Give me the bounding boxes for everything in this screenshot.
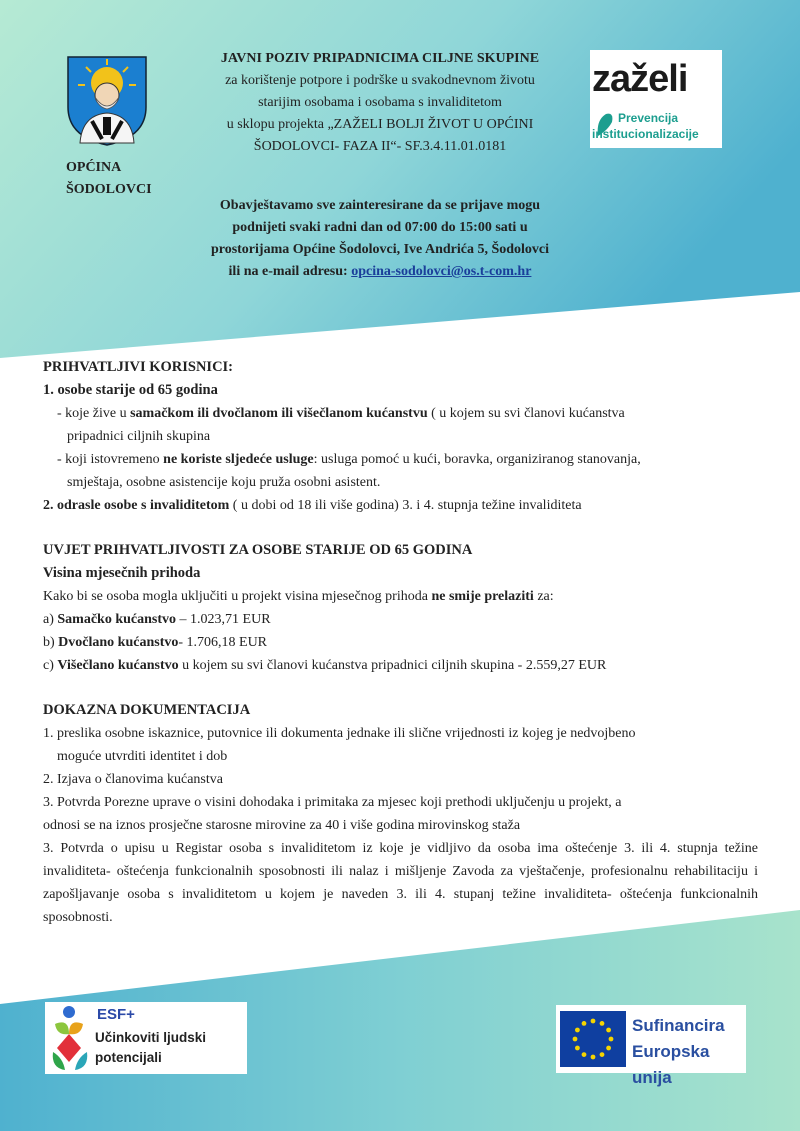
- zazeli-sub-line-2: institucionalizacije: [592, 127, 699, 141]
- text: - koje žive u: [57, 406, 131, 421]
- eu-star: [591, 1055, 596, 1060]
- header-line-4: ŠODOLOVCI- FAZA II“- SF.3.4.11.01.0181: [253, 139, 507, 154]
- eu-line-1: Sufinancira: [632, 1016, 725, 1035]
- text: c): [43, 658, 58, 673]
- text-bold: Višečlano kućanstvo: [57, 658, 179, 673]
- eligible-item-1: 1. osobe starije od 65 godina: [43, 382, 218, 398]
- eu-star: [575, 1046, 580, 1051]
- municipality-name: [66, 157, 152, 201]
- eu-star: [600, 1021, 605, 1026]
- notice-line-1: Obavještavamo sve zainteresirane da se prijave mogu: [219, 198, 541, 213]
- text: za:: [533, 589, 554, 604]
- notice-line-2: podnijeti svaki radni dan od 07:00 do 15:00 sati u: [232, 220, 528, 235]
- text: - 1.706,18 EUR: [178, 635, 268, 650]
- header-line-1: za korištenje potpore i podrške u svakodnevnom životu: [225, 73, 535, 88]
- esf-flower-icon: [47, 1004, 93, 1074]
- main-content: [43, 356, 758, 929]
- text-bold: Dvočlano kućanstvo: [58, 635, 179, 650]
- eu-text: [632, 1013, 746, 1091]
- text: Kako bi se osoba mogla uključiti u projekt visina mjesečnog prihoda: [43, 589, 432, 604]
- zazeli-logo-subtitle: [592, 110, 699, 142]
- condition-heading: UVJET PRIHVATLJIVOSTI ZA OSOBE STARIJE OD 65 GODINA: [43, 542, 473, 558]
- text-bold: ne koriste sljedeće usluge: [163, 452, 314, 467]
- condition-a: [43, 608, 758, 631]
- eu-star: [609, 1037, 614, 1042]
- docs-item-1: 1. preslika osobne iskaznice, putovnice ili dokumenta jednake ili slične vrijednosti iz kojeg je nedvojbeno: [43, 726, 636, 741]
- header-line-3: u sklopu projekta „ZAŽELI BOLJI ŽIVOT U OPĆINI: [226, 117, 534, 132]
- condition-intro: [43, 585, 758, 608]
- eu-cofinancing-logo: [556, 1005, 746, 1087]
- eu-star: [582, 1021, 587, 1026]
- text: b): [43, 635, 59, 650]
- spacer: [43, 517, 758, 539]
- coat-of-arms-logo: [66, 55, 148, 147]
- condition-subheading: Visina mjesečnih prihoda: [43, 565, 201, 581]
- esf-line-1: Učinkoviti ljudski: [95, 1030, 207, 1045]
- spacer: [43, 677, 758, 699]
- eu-star: [582, 1052, 587, 1057]
- header-block: [180, 48, 580, 158]
- text: - koji istovremeno: [57, 452, 164, 467]
- text-bold: Samačko kućanstvo: [57, 612, 177, 627]
- text: ( u dobi od 18 ili više godina) 3. i 4. stupnja težine invaliditeta: [229, 498, 582, 513]
- zazeli-sub-line-1: Prevencija: [618, 111, 679, 125]
- municipality-line-1: OPĆINA: [66, 160, 122, 175]
- eligible-bullet-1-cont: pripadnici ciljnih skupina: [67, 429, 211, 444]
- text-bold: ne smije prelaziti: [431, 589, 534, 604]
- eligible-bullet-2: [43, 448, 758, 471]
- text: : usluga pomoć u kući, boravka, organiziranog stanovanja,: [313, 452, 641, 467]
- condition-c: [43, 654, 758, 677]
- header-line-2: starijim osobama i osobama s invaliditetom: [258, 95, 502, 110]
- eligible-item-2: [43, 494, 758, 517]
- notice-line-4: [170, 261, 590, 283]
- esf-text: [95, 1028, 206, 1068]
- esf-title: ESF+: [97, 1006, 135, 1023]
- eu-line-2: Europska unija: [632, 1042, 710, 1087]
- condition-b: [43, 631, 758, 654]
- docs-item-4: 3. Potvrda o upisu u Registar osoba s invaliditetom iz koje je vidljivo da osoba ima oštećenje 3. ili 4. stupnja težine invaliditeta- oštećenja funkcionalnih sposobnosti ili nalaz i mišljenje Zavoda za vještačenje, profesionalnu rehabilitaciju i zapošljavanje osoba s invaliditetom u kojem je naveden 3. ili 4. stupanj težine invaliditeta- oštećenja funkcionalnih sposobnosti.: [43, 841, 758, 925]
- page-title: JAVNI POZIV PRIPADNICIMA CILJNE SKUPINE: [220, 51, 540, 66]
- docs-item-2: 2. Izjava o članovima kućanstva: [43, 772, 223, 787]
- text-bold: 2. odrasle osobe s invaliditetom: [43, 498, 230, 513]
- text: a): [43, 612, 58, 627]
- text-bold: samačkom ili dvočlanom ili višečlanom kućanstvu: [130, 406, 428, 421]
- eligible-bullet-2-cont: smještaja, osobne asistencije koju pruža osobni asistent.: [67, 475, 381, 490]
- esf-line-2: potencijali: [95, 1050, 162, 1065]
- text: ( u kojem su svi članovi kućanstva: [427, 406, 625, 421]
- email-link[interactable]: opcina-sodolovci@os.t-com.hr: [351, 264, 532, 279]
- docs-item-1-cont: moguće utvrditi identitet i dob: [57, 749, 228, 764]
- docs-item-3: 3. Potvrda Porezne uprave o visini dohodaka i primitaka za mjesec koji prethodi uključenju u projekt, a: [43, 795, 622, 810]
- text: u kojem su svi članovi kućanstva pripadnici ciljnih skupina - 2.559,27 EUR: [178, 658, 607, 673]
- eu-star: [606, 1046, 611, 1051]
- zazeli-logo: [590, 50, 722, 148]
- eu-star: [606, 1028, 611, 1033]
- notice-block: [170, 195, 590, 283]
- eu-flag-icon: [560, 1011, 626, 1067]
- docs-heading: DOKAZNA DOKUMENTACIJA: [43, 702, 251, 718]
- eu-star: [591, 1019, 596, 1024]
- text: – 1.023,71 EUR: [176, 612, 271, 627]
- docs-item-3-cont: odnosi se na iznos prosječne starosne mirovine za 40 i više godina mirovinskog staža: [43, 818, 521, 833]
- eu-star: [600, 1052, 605, 1057]
- eligible-bullet-1: [43, 402, 758, 425]
- municipality-line-2: ŠODOLOVCI: [66, 182, 152, 197]
- eu-star: [573, 1037, 578, 1042]
- email-prefix: ili na e-mail adresu:: [228, 264, 352, 279]
- notice-line-3: prostorijama Općine Šodolovci, Ive Andrića 5, Šodolovci: [210, 242, 550, 257]
- eu-star: [575, 1028, 580, 1033]
- zazeli-logo-word: zaželi: [592, 58, 688, 100]
- eligible-heading: PRIHVATLJIVI KORISNICI:: [43, 359, 234, 375]
- esf-logo: [45, 1002, 247, 1074]
